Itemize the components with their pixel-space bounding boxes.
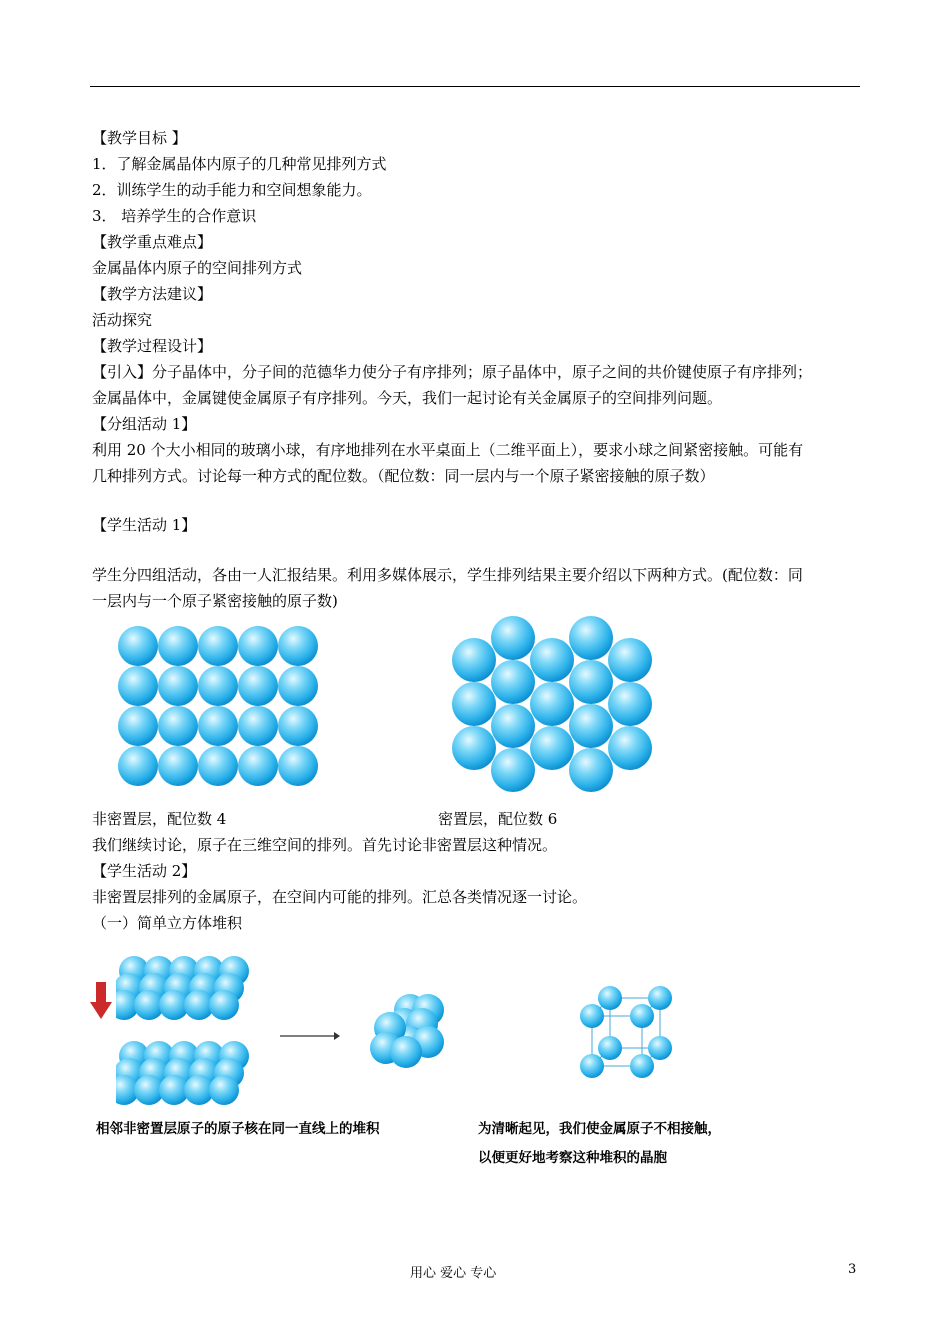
atom-sphere bbox=[648, 1036, 672, 1060]
intro-line-2: 金属晶体中，金属键使金属原子有序排列。今天，我们一起讨论有关金属原子的空间排列问题。 bbox=[92, 389, 723, 407]
student-activity-line-1: 学生分四组活动，各由一人汇报结果。利用多媒体展示，学生排列结果主要介绍以下两种方式。(配位数：同 bbox=[92, 566, 803, 584]
atom-sphere bbox=[491, 616, 535, 660]
group-activity-line-1: 利用 20 个大小相同的玻璃小球，有序地排列在水平桌面上（二维平面上），要求小球之间紧密接触。可能有 bbox=[92, 441, 804, 459]
atom-sphere bbox=[630, 1054, 654, 1078]
intro-line-1: 【引入】分子晶体中，分子间的范德华力使分子有序排列；原子晶体中，原子之间的共价键使原子有序排列； bbox=[92, 363, 813, 381]
atom-sphere bbox=[452, 638, 496, 682]
atom-sphere bbox=[530, 682, 574, 726]
atom-sphere bbox=[452, 682, 496, 726]
objective-2: 2．训练学生的动手能力和空间想象能力。 bbox=[92, 181, 372, 199]
unit-cell-caption-2: 以便更好地考察这种堆积的晶胞 bbox=[478, 1150, 667, 1166]
atom-sphere bbox=[118, 746, 158, 786]
atom-sphere bbox=[238, 666, 278, 706]
heading-method: 【教学方法建议】 bbox=[92, 285, 213, 303]
atom-sphere bbox=[580, 1004, 604, 1028]
key-points-text: 金属晶体内原子的空间排列方式 bbox=[92, 259, 303, 277]
atom-sphere bbox=[608, 682, 652, 726]
simple-cubic-heading: （一）简单立方体堆积 bbox=[92, 914, 243, 932]
atom-sphere bbox=[198, 626, 238, 666]
atom-sphere bbox=[491, 660, 535, 704]
atom-sphere bbox=[158, 746, 198, 786]
method-text: 活动探究 bbox=[92, 311, 153, 329]
continue-text: 我们继续讨论，原子在三维空间的排列。首先讨论非密置层这种情况。 bbox=[92, 836, 558, 854]
close-packed-caption: 密置层，配位数 6 bbox=[438, 810, 558, 828]
atom-sphere bbox=[209, 1075, 239, 1105]
atom-sphere bbox=[238, 626, 278, 666]
heading-process: 【教学过程设计】 bbox=[92, 337, 213, 355]
right-arrow-icon bbox=[280, 1030, 340, 1042]
header-rule bbox=[90, 86, 860, 87]
atom-sphere bbox=[238, 706, 278, 746]
group-activity-line-2: 几种排列方式。讨论每一种方式的配位数。（配位数：同一层内与一个原子紧密接触的原子数） bbox=[92, 467, 715, 485]
atom-sphere bbox=[198, 666, 238, 706]
unit-cell-figure bbox=[572, 982, 682, 1082]
atom-sphere bbox=[158, 626, 198, 666]
atom-sphere bbox=[569, 704, 613, 748]
heading-group-activity-1: 【分组活动 1】 bbox=[92, 415, 197, 433]
heading-student-activity-2: 【学生活动 2】 bbox=[92, 862, 197, 880]
objective-1: 1．了解金属晶体内原子的几种常见排列方式 bbox=[92, 155, 387, 173]
atom-sphere bbox=[209, 990, 239, 1020]
close-packed-layer-figure bbox=[448, 612, 658, 796]
atom-sphere bbox=[198, 706, 238, 746]
student-activity-2-text: 非密置层排列的金属原子，在空间内可能的排列。汇总各类情况逐一讨论。 bbox=[92, 888, 588, 906]
bottom-layer-figure bbox=[116, 1040, 256, 1108]
atom-sphere bbox=[569, 660, 613, 704]
page-number: 3 bbox=[848, 1262, 857, 1277]
square-layer-caption: 非密置层，配位数 4 bbox=[92, 810, 227, 828]
atom-sphere bbox=[390, 1036, 422, 1068]
atom-sphere bbox=[491, 704, 535, 748]
atom-sphere bbox=[278, 706, 318, 746]
atom-sphere bbox=[598, 1036, 622, 1060]
atom-sphere bbox=[491, 748, 535, 792]
atom-sphere bbox=[608, 638, 652, 682]
atom-sphere bbox=[530, 638, 574, 682]
objective-3: 3． 培养学生的合作意识 bbox=[92, 207, 257, 225]
stacked-cube-figure bbox=[366, 988, 446, 1068]
atom-sphere bbox=[118, 706, 158, 746]
down-arrow-icon bbox=[90, 982, 112, 1020]
atom-sphere bbox=[238, 746, 278, 786]
atom-sphere bbox=[580, 1054, 604, 1078]
atom-sphere bbox=[278, 746, 318, 786]
atom-sphere bbox=[158, 706, 198, 746]
square-layer-figure bbox=[112, 622, 324, 790]
atom-sphere bbox=[598, 986, 622, 1010]
atom-sphere bbox=[278, 626, 318, 666]
atom-sphere bbox=[198, 746, 238, 786]
atom-sphere bbox=[452, 726, 496, 770]
heading-student-activity-1: 【学生活动 1】 bbox=[92, 516, 197, 534]
atom-sphere bbox=[278, 666, 318, 706]
stacking-caption: 相邻非密置层原子的原子核在同一直线上的堆积 bbox=[96, 1121, 380, 1137]
footer-motto: 用心 爱心 专心 bbox=[410, 1266, 497, 1281]
student-activity-line-2: 一层内与一个原子紧密接触的原子数) bbox=[92, 592, 338, 610]
atom-sphere bbox=[569, 748, 613, 792]
heading-objectives: 【教学目标 】 bbox=[92, 129, 187, 147]
atom-sphere bbox=[158, 666, 198, 706]
atom-sphere bbox=[530, 726, 574, 770]
atom-sphere bbox=[648, 986, 672, 1010]
atom-sphere bbox=[569, 616, 613, 660]
unit-cell-caption-1: 为清晰起见，我们使金属原子不相接触， bbox=[478, 1121, 721, 1137]
atom-sphere bbox=[608, 726, 652, 770]
top-layer-figure bbox=[116, 955, 256, 1023]
atom-sphere bbox=[118, 666, 158, 706]
heading-key-points: 【教学重点难点】 bbox=[92, 233, 213, 251]
atom-sphere bbox=[118, 626, 158, 666]
atom-sphere bbox=[630, 1004, 654, 1028]
